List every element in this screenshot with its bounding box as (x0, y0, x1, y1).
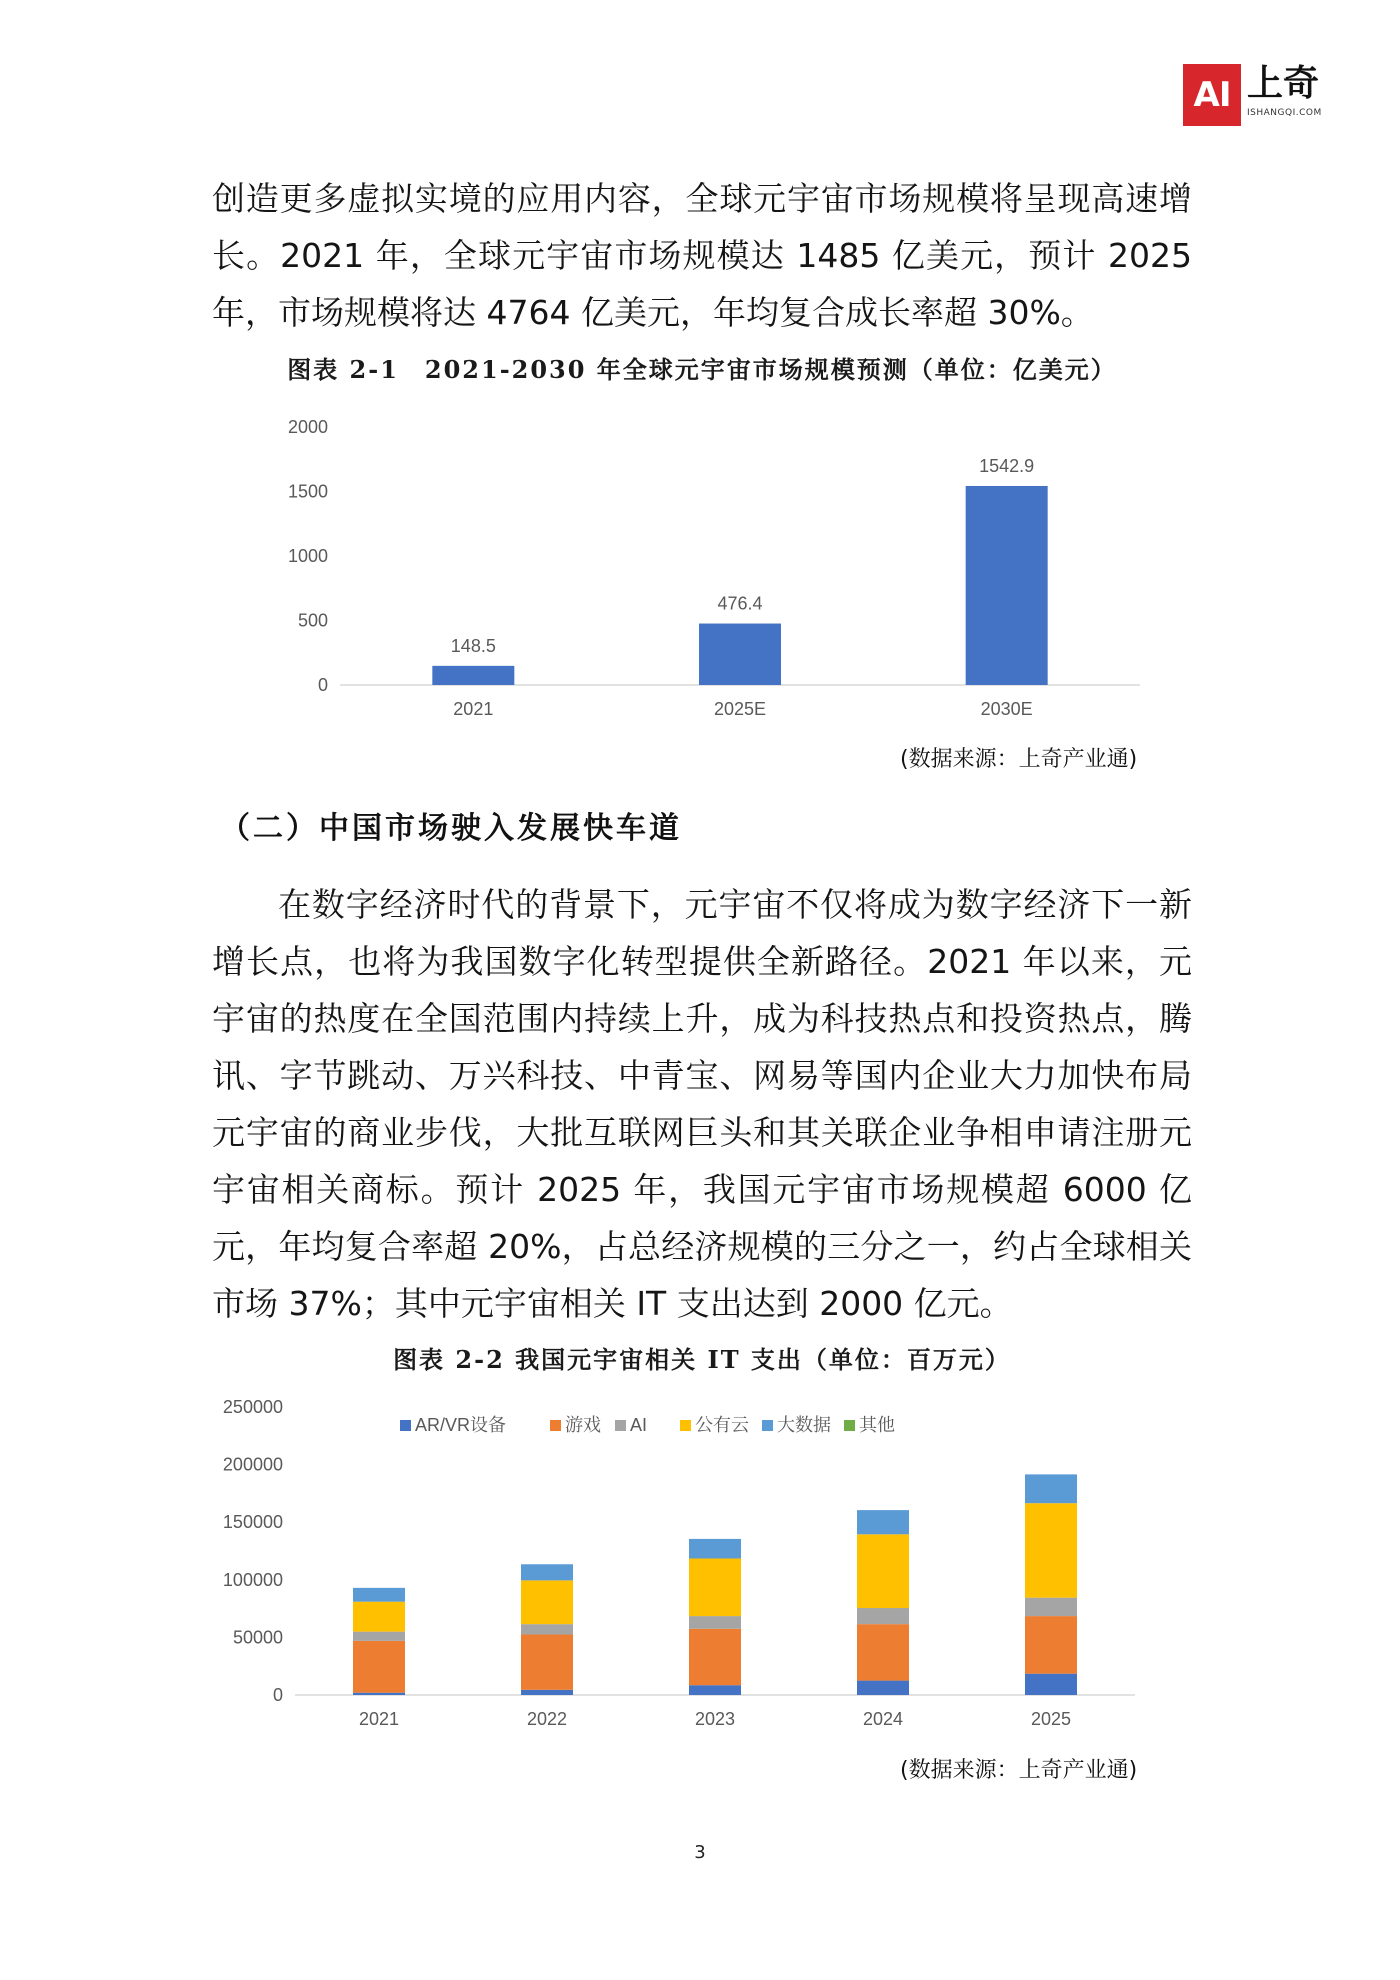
data-label-2021: 148.5 (450, 635, 496, 656)
bar-segment (521, 1690, 573, 1695)
x-tick-label-2023: 2023 (694, 1709, 736, 1729)
bar-2021 (432, 666, 514, 685)
section-heading: （二）中国市场驶入发展快车道 (220, 811, 682, 846)
bar-segment (689, 1629, 741, 1685)
logo-name: 上奇 (1247, 63, 1320, 104)
figure2-caption: 图表 2-2 我国元宇宙相关 IT 支出（单位：百万元） (393, 1345, 1011, 1374)
bar-segment (857, 1608, 909, 1624)
y-tick-label: 50000 (232, 1627, 283, 1648)
legend-swatch (615, 1420, 626, 1431)
bar-2025E (699, 624, 781, 685)
logo-mark: AI (1183, 64, 1241, 126)
legend-label: AI (630, 1415, 648, 1435)
y-tick-label: 2000 (287, 417, 328, 437)
legend-label: 游戏 (565, 1415, 601, 1435)
legend-swatch (400, 1420, 411, 1431)
bar-segment (857, 1510, 909, 1534)
bar-segment (1025, 1503, 1077, 1597)
china-it-spending-stacked-chart (205, 1385, 1165, 1745)
intro-paragraph: 创造更多虚拟实境的应用内容，全球元宇宙市场规模将呈现高速增长。2021 年，全球元宇宙市场规模达 1485 亿美元，预计 2025 年，市场规模将达 4764 亿美元，年均复合成长率超 30%。 (212, 179, 1193, 332)
x-tick-label-2030E: 2030E (980, 699, 1033, 719)
bar-segment (521, 1564, 573, 1580)
bar-segment (857, 1624, 909, 1680)
legend-swatch (844, 1420, 855, 1431)
x-tick-label-2021: 2021 (358, 1709, 400, 1729)
y-tick-label: 250000 (222, 1397, 283, 1417)
bar-segment (1025, 1674, 1077, 1695)
x-tick-label-2022: 2022 (526, 1709, 568, 1729)
legend-label: 其他 (859, 1415, 895, 1435)
china-market-paragraph: 在数字经济时代的背景下，元宇宙不仅将成为数字经济下一新增长点，也将为我国数字化转型提供全新路径。2021 年以来，元宇宙的热度在全国范围内持续上升，成为科技热点和投资热点，腾讯、字节跳动、万兴科技、中青宝、网易等国内企业大力加快布局元宇宙的商业步伐，大批互联网巨头和其关联企业争相申请注册元宇宙相关商标。预计 2025 年，我国元宇宙市场规模超 6000 亿元，年均复合率超 20%，占总经济规模的三分之一，约占全球相关市场 37%；其中元宇宙相关 IT 支出达到 2000 亿元。 (212, 885, 1192, 1323)
y-tick-label: 1500 (287, 481, 328, 502)
bar-segment (521, 1580, 573, 1624)
global-market-bar-chart (260, 395, 1160, 735)
logo-url: ISHANGQI.COM (1247, 108, 1322, 118)
bar-segment (1025, 1598, 1077, 1616)
data-label-2030E: 1542.9 (979, 455, 1035, 476)
bar-segment (689, 1558, 741, 1616)
x-tick-label-2024: 2024 (862, 1709, 904, 1729)
x-tick-label-2021: 2021 (453, 699, 494, 719)
bar-segment (689, 1539, 741, 1559)
y-tick-label: 0 (317, 675, 328, 695)
data-label-2025E: 476.4 (717, 593, 763, 614)
bar-segment (1025, 1616, 1077, 1674)
legend-label: AR/VR设备 (415, 1415, 507, 1435)
y-tick-label: 0 (272, 1685, 283, 1705)
figure1-source: (数据来源：上奇产业通) (900, 747, 1138, 772)
bar-segment (1025, 1474, 1077, 1503)
bar-segment (353, 1693, 405, 1695)
y-tick-label: 100000 (222, 1569, 283, 1590)
legend-swatch (550, 1420, 561, 1431)
bar-segment (857, 1534, 909, 1608)
y-tick-label: 200000 (222, 1454, 283, 1475)
bar-segment (521, 1635, 573, 1690)
legend-label: 公有云 (695, 1415, 749, 1435)
figure1-caption: 图表 2-1 2021-2030 年全球元宇宙市场规模预测（单位：亿美元） (287, 355, 1117, 384)
bar-segment (521, 1624, 573, 1634)
bar-segment (353, 1632, 405, 1641)
bar-segment (689, 1616, 741, 1629)
bar-segment (353, 1602, 405, 1632)
legend-swatch (680, 1420, 691, 1431)
legend-label: 大数据 (777, 1415, 831, 1435)
page-number: 3 (694, 1842, 706, 1863)
company-logo (1183, 64, 1322, 126)
bar-segment (857, 1681, 909, 1695)
y-tick-label: 1000 (287, 546, 328, 566)
bar-segment (353, 1588, 405, 1602)
bar-segment (689, 1685, 741, 1695)
x-tick-label-2025E: 2025E (713, 699, 767, 719)
y-tick-label: 150000 (222, 1512, 283, 1533)
x-tick-label-2025: 2025 (1030, 1709, 1072, 1729)
figure2-source: (数据来源：上奇产业通) (900, 1758, 1138, 1783)
bar-segment (353, 1641, 405, 1693)
bar-2030E (966, 486, 1048, 685)
legend-swatch (762, 1420, 773, 1431)
logo-text (1247, 64, 1322, 118)
y-tick-label: 500 (297, 610, 328, 631)
